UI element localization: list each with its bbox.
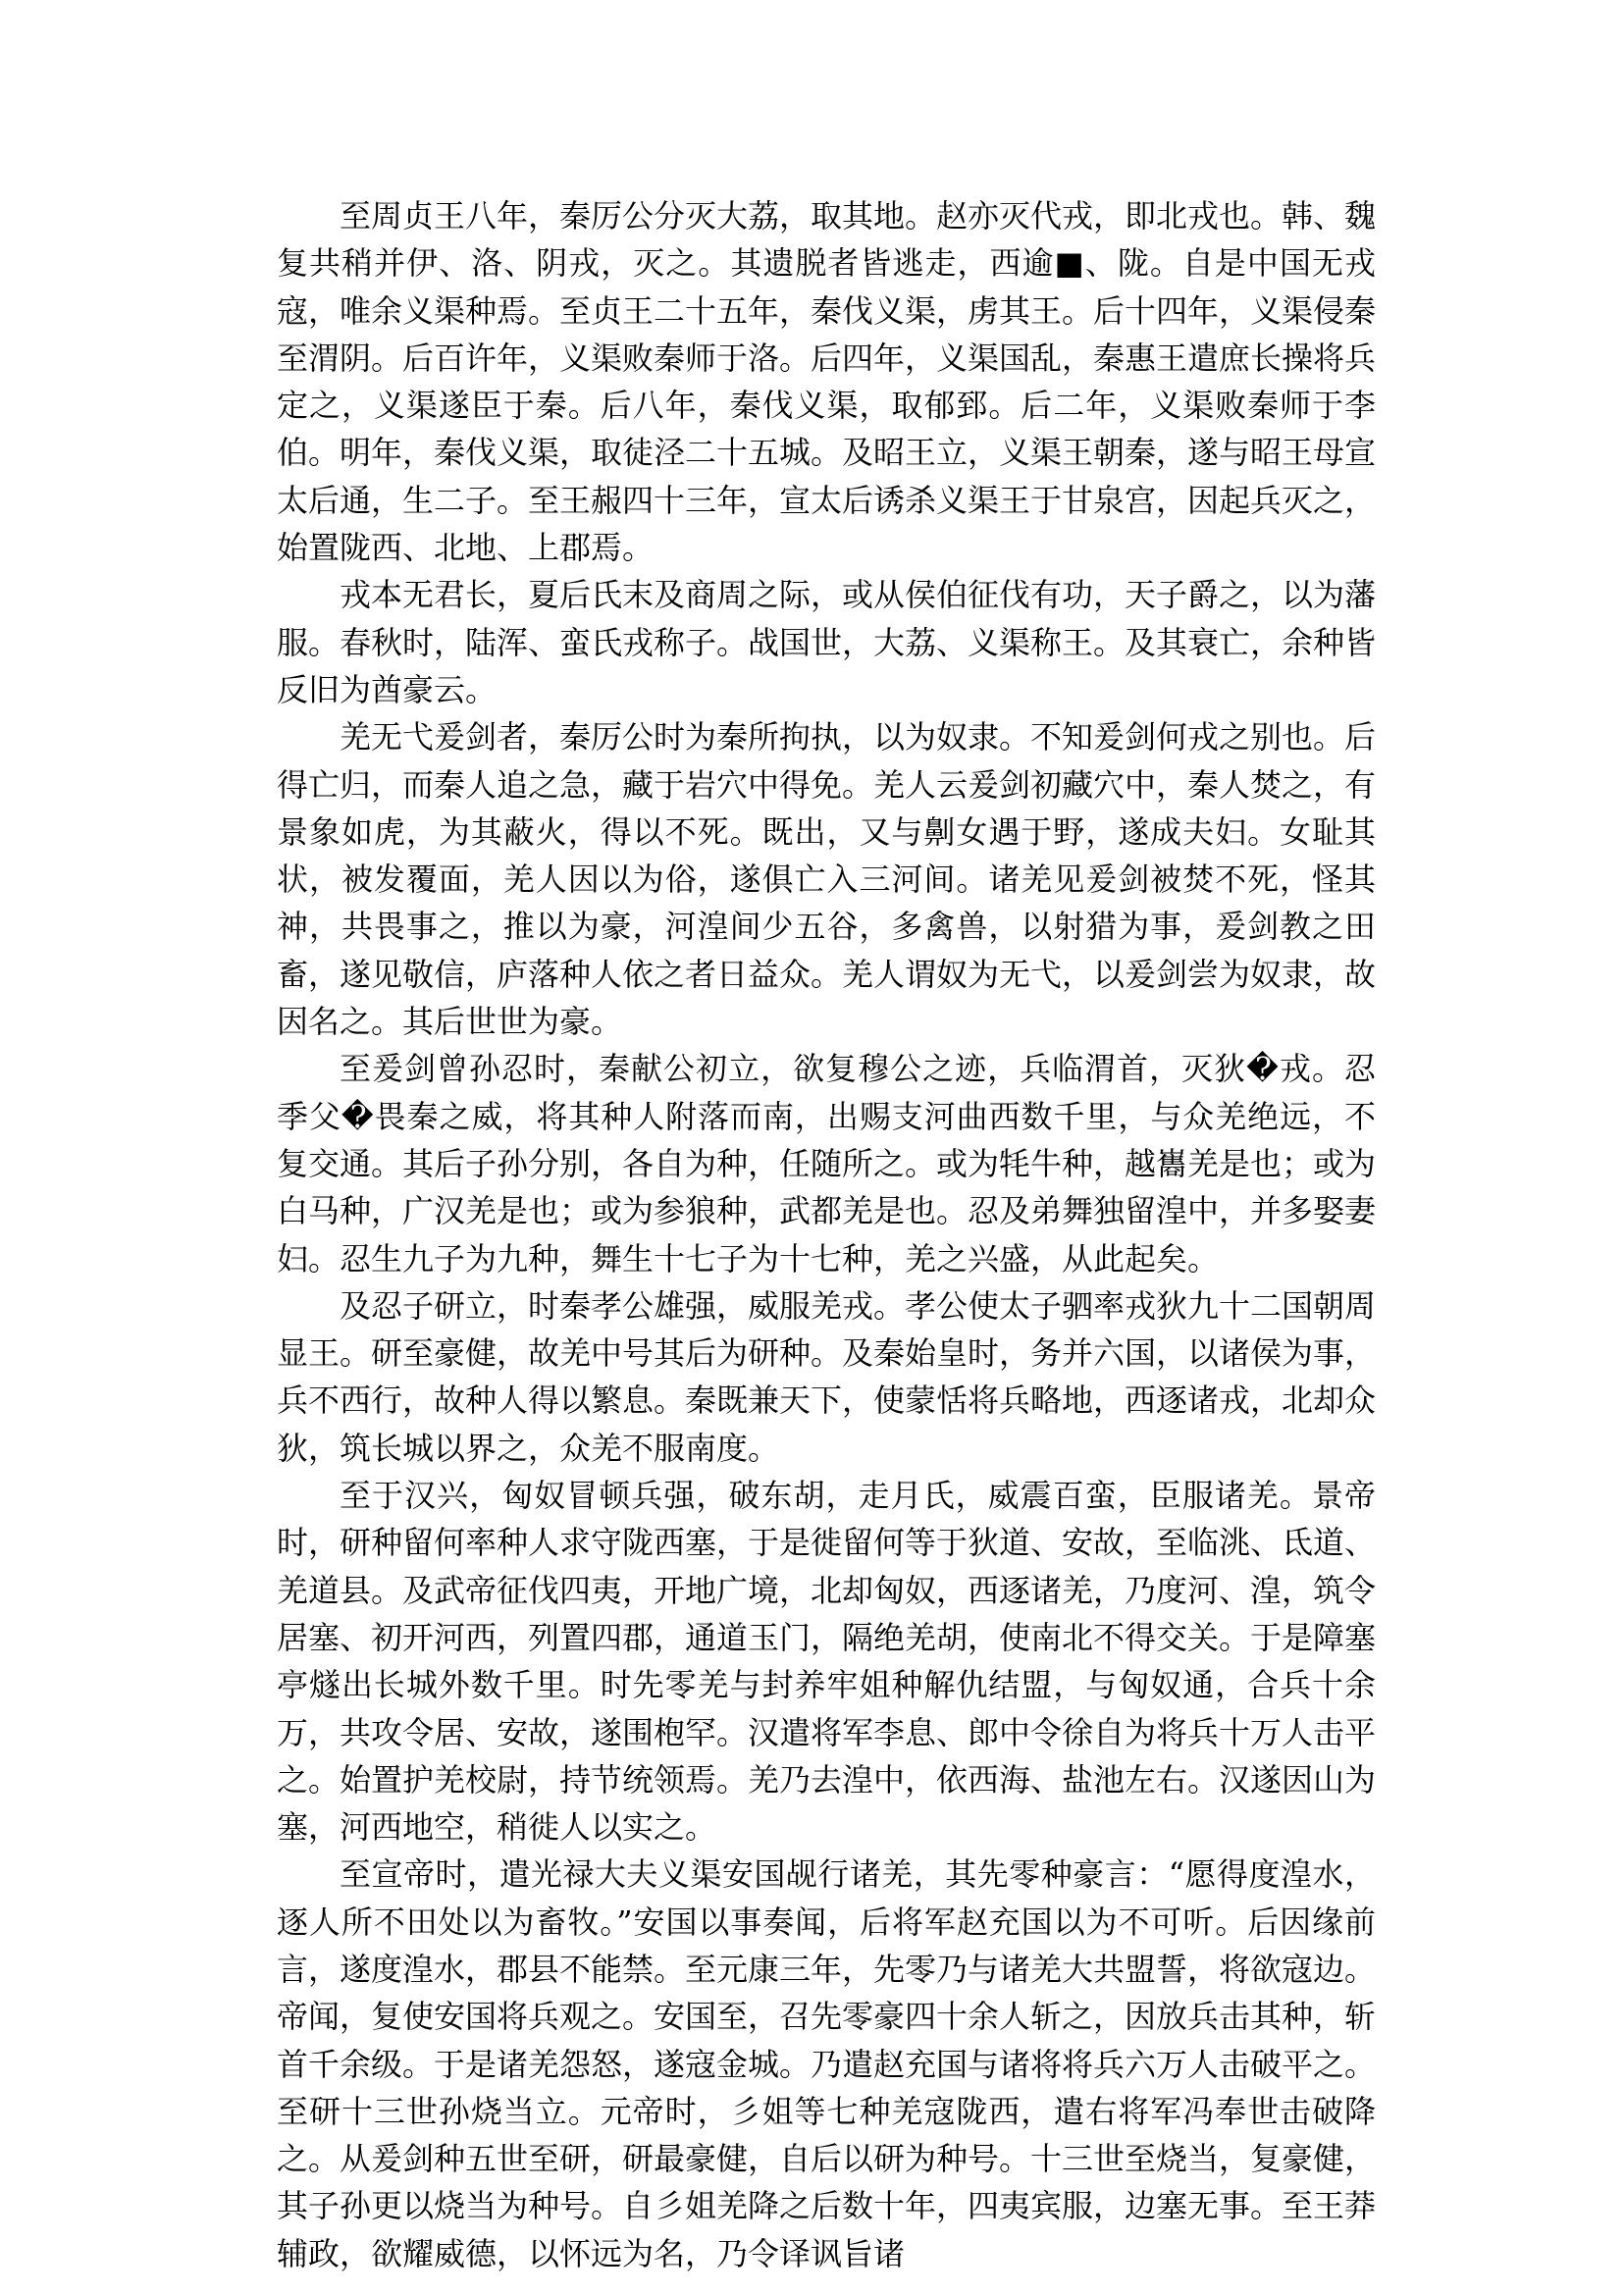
paragraph-7: 至宣帝时，遣光禄大夫义渠安国觇行诸羌，其先零种豪言：“愿得度湟水，逐人所不田处以为畜牧。”安国以事奏闻，后将军赵充国以为不可听。后因缘前言，遂度湟水，郡县不能禁。至元康三年，先零乃与诸羌大共盟誓，将欲寇边。帝闻，复使安国将兵观之。安国至，召先零豪四十余人斩之，因放兵击其种，斩首千余级。于是诸羌怨怒，遂寇金城。乃遣赵充国与诸将将兵六万人击破平之。至研十三世孙烧当立。元帝时，彡姐等七种羌寇陇西，遣右将军冯奉世击破降之。从爰剑种五世至研，研最豪健，自后以研为种号。十三世至烧当，复豪健，其子孙更以烧当为种号。自彡姐羌降之后数十年，四夷宾服，边塞无事。至王莽辅政，欲耀威德，以怀远为名，乃令译讽旨诸 bbox=[277, 1855, 1377, 2272]
paragraph-4: 至爰剑曾孙忍时，秦献公初立，欲复穆公之迹，兵临渭首，灭狄�戎。忍季父�畏秦之威，将其种人附落而南，出赐支河曲西数千里，与众羌绝远，不复交通。其后子孙分别，各自为种，任随所之。或为牦牛种，越巂羌是也；或为白马种，广汉羌是也；或为参狼种，武都羌是也。忍及弟舞独留湟中，并多娶妻妇。忍生九子为九种，舞生十七子为十七种，羌之兴盛，从此起矣。 bbox=[277, 1050, 1377, 1277]
paragraph-6: 至于汉兴，匈奴冒顿兵强，破东胡，走月氏，威震百蛮，臣服诸羌。景帝时，研种留何率种人求守陇西塞，于是徙留何等于狄道、安故，至临洮、氐道、羌道县。及武帝征伐四夷，开地广境，北却匈奴，西逐诸羌，乃度河、湟，筑令居塞、初开河西，列置四郡，通道玉门，隔绝羌胡，使南北不得交关。于是障塞亭燧出长城外数千里。时先零羌与封养牢姐种解仇结盟，与匈奴通，合兵十余万，共攻令居、安故，遂围枹罕。汉遣将军李息、郎中令徐自为将兵十万人击平之。始置护羌校尉，持节统领焉。羌乃去湟中，依西海、盐池左右。汉遂因山为塞，河西地空，稍徙人以实之。 bbox=[277, 1477, 1377, 1847]
paragraph-2: 戎本无君长，夏后氏末及商周之际，或从侯伯征伐有功，天子爵之，以为藩服。春秋时，陆浑、蛮氏戎称子。战国世，大荔、义渠称王。及其衰亡，余种皆反旧为酋豪云。 bbox=[277, 576, 1377, 708]
paragraph-1: 至周贞王八年，秦厉公分灭大荔，取其地。赵亦灭代戎，即北戎也。韩、魏复共稍并伊、洛、阴戎，灭之。其遗脱者皆逃走，西逾■、陇。自是中国无戎寇，唯余义渠种焉。至贞王二十五年，秦伐义渠，虏其王。后十四年，义渠侵秦至渭阴。后百许年，义渠败秦师于洛。后四年，义渠国乱，秦惠王遣庶长操将兵定之，义渠遂臣于秦。后八年，秦伐义渠，取郁郅。后二年，义渠败秦师于李伯。明年，秦伐义渠，取徒泾二十五城。及昭王立，义渠王朝秦，遂与昭王母宣太后通，生二子。至王赧四十三年，宣太后诱杀义渠王于甘泉宫，因起兵灭之，始置陇西、北地、上郡焉。 bbox=[277, 197, 1377, 567]
document-page bbox=[277, 192, 1376, 2277]
paragraph-3: 羌无弋爰剑者，秦厉公时为秦所拘执，以为奴隶。不知爰剑何戎之别也。后得亡归，而秦人追之急，藏于岩穴中得免。羌人云爰剑初藏穴中，秦人焚之，有景象如虎，为其蔽火，得以不死。既出，又与劓女遇于野，遂成夫妇。女耻其状，被发覆面，羌人因以为俗，遂俱亡入三河间。诸羌见爰剑被焚不死，怪其神，共畏事之，推以为豪，河湟间少五谷，多禽兽，以射猎为事，爰剑教之田畜，遂见敬信，庐落种人依之者日益众。羌人谓奴为无弋，以爰剑尝为奴隶，故因名之。其后世世为豪。 bbox=[277, 718, 1377, 1041]
paragraph-5: 及忍子研立，时秦孝公雄强，威服羌戎。孝公使太子驷率戎狄九十二国朝周显王。研至豪健，故羌中号其后为研种。及秦始皇时，务并六国，以诸侯为事，兵不西行，故种人得以繁息。秦既兼天下，使蒙恬将兵略地，西逐诸戎，北却众狄，筑长城以界之，众羌不服南度。 bbox=[277, 1286, 1377, 1467]
